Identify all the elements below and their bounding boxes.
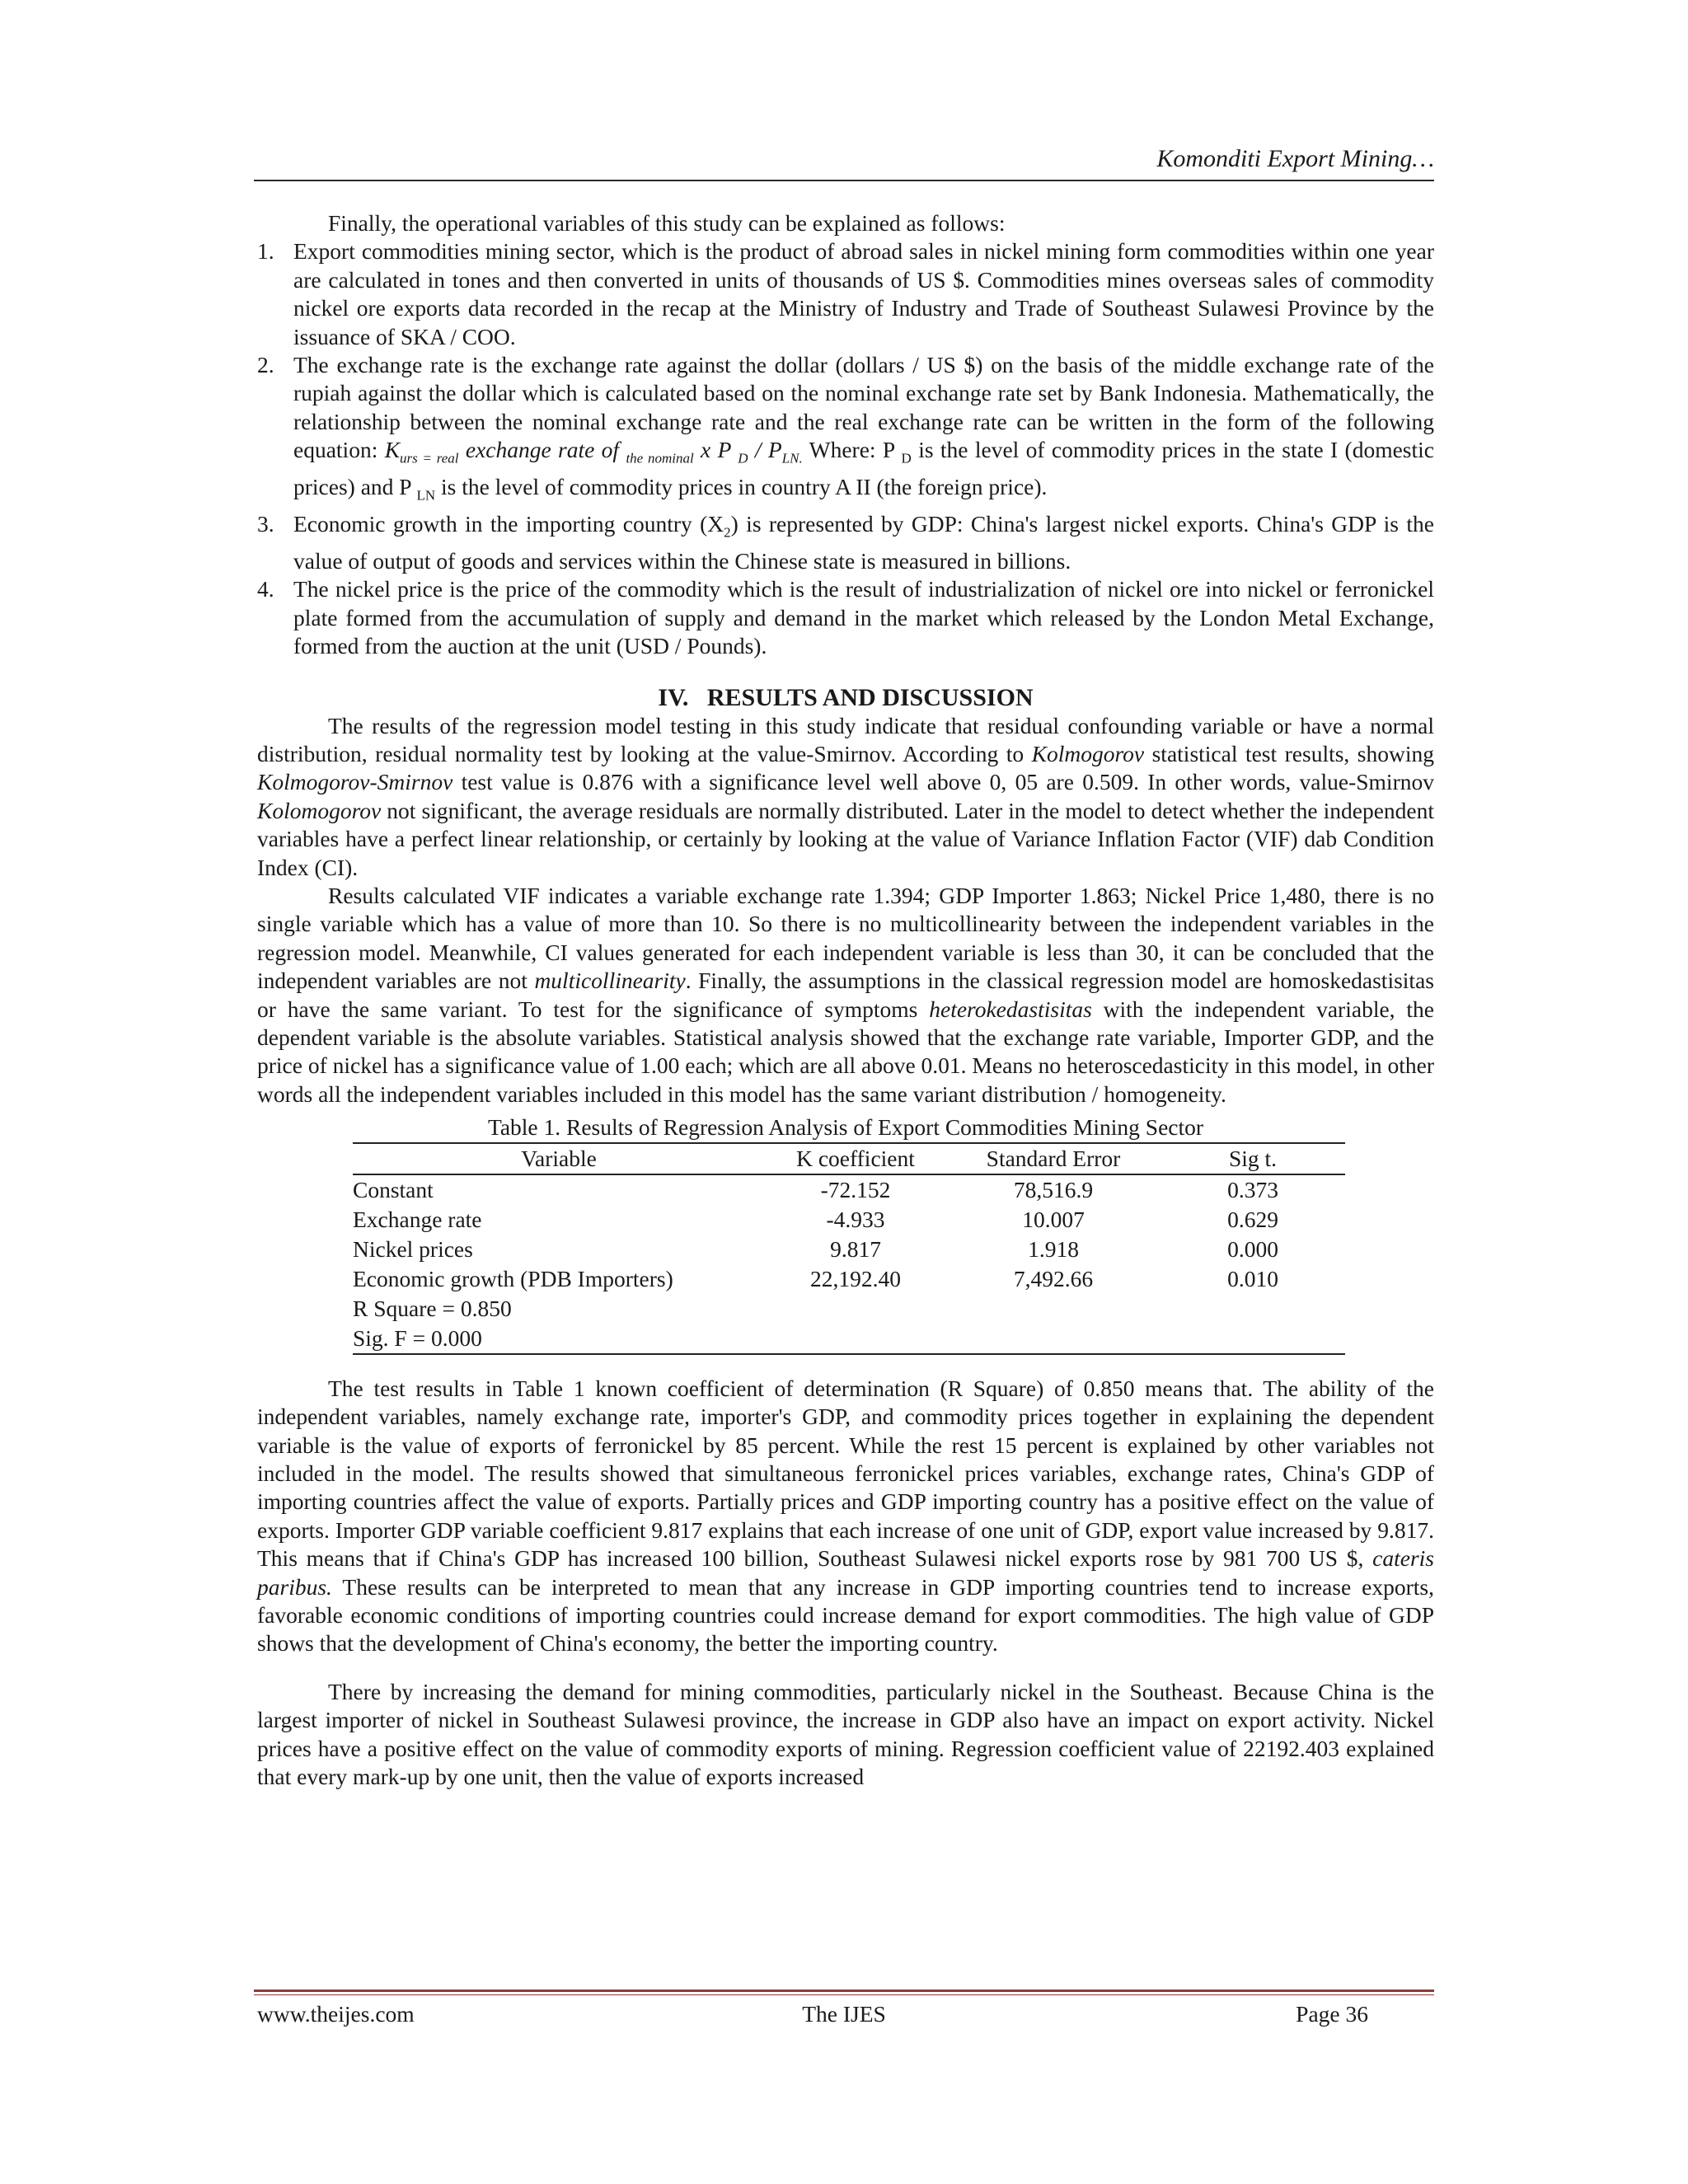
- footer-rule-thin: [254, 1994, 1434, 1995]
- footer-journal: The IJES: [802, 2001, 886, 2027]
- exchange-rate-equation: $K_{urs = real}$ exchange rate of $_{the nominal}$ x P $_D / P_{LN.}$: [384, 437, 803, 466]
- r-square: R Square = 0.850: [353, 1295, 512, 1321]
- results-paragraph-3: The test results in Table 1 known coefficient of determination (R Square) of 0.850 means that. The ability of the independent variables, namely exchange rate, importer's GDP, and commodity prices together in explaining the dependent variable is the value of exports of ferronickel by 85 percent. While the rest 15 percent is explained by other variables not included in the model. The results showed that simultaneous ferronickel prices variables, exchange rates, China's GDP of importing countries affect the value of exports. Partially prices and GDP importing country has a positive effect on the value of exports. Importer GDP variable coefficient 9.817 explains that each increase of one unit of GDP, export value increased by 9.817. This means that if China's GDP has increased 100 billion, Southeast Sulawesi nickel exports rose by 981 700 US $, cateris paribus. These results can be interpreted to mean that any increase in GDP importing countries tend to increase exports, favorable economic conditions of importing countries could increase demand for export commodities. The high value of GDP shows that the development of China's economy, the better the importing country.: [257, 1375, 1434, 1657]
- table-row: Exchange rate -4.933 10.007 0.629: [353, 1206, 1278, 1232]
- footer-page-number: Page 36: [1296, 2001, 1368, 2027]
- table-row: [353, 1324, 1345, 1354]
- page-footer: [254, 2001, 1434, 2031]
- article-body: [257, 209, 1434, 1791]
- list-item: 3. Economic growth in the importing country $(X_2)$ is represented by GDP: China's largest nickel exports. China's GDP is the value of output of goods and services within the Chinese state is measured in billions.: [257, 511, 1434, 574]
- table-row: Nickel prices 9.817 1.918 0.000: [353, 1235, 1278, 1262]
- column-header: Sig t.: [1160, 1143, 1345, 1174]
- results-paragraph-4: There by increasing the demand for mining commodities, particularly nickel in the Southeast. Because China is the largest importer of nickel in Southeast Sulawesi province, the increase in GDP also have an impact on export activity. Nickel prices have a positive effect on the value of commodity exports of mining. Regression coefficient value of 22192.403 explained that every mark-up by one unit, then the value of exports increased: [257, 1678, 1434, 1789]
- sig-f: Sig. F = 0.000: [353, 1324, 765, 1354]
- regression-table: [353, 1142, 1345, 1355]
- list-item: 4. The nickel price is the price of the commodity which is the result of industrialization of nickel ore into nickel or ferronickel plate formed from the accumulation of supply and demand in the market which released by the London Metal Exchange, formed from the auction at the unit (USD / Pounds).: [257, 576, 1434, 659]
- section-heading: IV. RESULTS AND DISCUSSION: [658, 683, 1034, 711]
- results-paragraph-2: Results calculated VIF indicates a variable exchange rate 1.394; GDP Importer 1.863; Nickel Price 1,480, there is no single variable which has a value of more than 10. So there is no multicollinearity between the independent variables in the regression model. Meanwhile, CI values generated for each independent variable is less than 30, it can be concluded that the independent variables are not multicollinearity. Finally, the assumptions in the classical regression model are homoskedastisitas or have the same variant. To test for the significance of symptoms heterokedastisitas with the independent variable, the dependent variable is the absolute variables. Statistical analysis showed that the exchange rate variable, Importer GDP, and the price of nickel has a significance value of 1.00 each; which are all above 0.01. Means no heteroscedasticity in this model, in other words all the independent variables included in this model has the same variant distribution / homogeneity.: [257, 883, 1434, 1107]
- table-row: Economic growth (PDB Importers) 22,192.40 7,492.66 0.010: [353, 1265, 1278, 1291]
- list-item: 2. The exchange rate is the exchange rate against the dollar (dollars / US $) on the basis of the middle exchange rate of the rupiah against the dollar which is calculated based on the nominal exchange rate set by Bank Indonesia. Mathematically, the relationship between the nominal exchange rate and the real exchange rate can be written in the form of the following equation: $K_{urs = real}$ exchange rate of $_{the nominal}$ x P $_D / P_{LN.}$ Where: P $_D$ is the level of commodity prices in the state I (domestic prices) and P $_{LN}$ is the level of commodity prices in country A II (the foreign price).: [257, 352, 1434, 504]
- results-paragraph-1: The results of the regression model testing in this study indicate that residual confounding variable or have a normal distribution, residual normality test by looking at the value-Smirnov. According to Kolmogorov statistical test results, showing Kolmogorov-Smirnov test value is 0.876 with a significance level well above 0, 05 are 0.509. In other words, value-Smirnov Kolomogorov not significant, the average residuals are normally distributed. Later in the model to detect whether the independent variables have a perfect linear relationship, or certainly by looking at the value of Variance Inflation Factor (VIF) dab Condition Index (CI).: [257, 712, 1434, 880]
- list-item: 1. Export commodities mining sector, which is the product of abroad sales in nickel mining form commodities within one year are calculated in tones and then converted in units of thousands of US $. Commodities mines overseas sales of commodity nickel ore exports data recorded in the recap at the Ministry of Industry and Trade of Southeast Sulawesi Province by the issuance of SKA / COO.: [257, 238, 1434, 349]
- footer-website: www.theijes.com: [257, 2001, 415, 2027]
- running-header: Komonditi Export Mining…: [1156, 145, 1434, 172]
- column-header: Variable: [353, 1143, 765, 1174]
- column-header: K coefficient: [765, 1143, 946, 1174]
- intro-paragraph: Finally, the operational variables of this study can be explained as follows:: [328, 210, 1006, 236]
- table-row: [353, 1294, 1345, 1324]
- table-caption: Table 1. Results of Regression Analysis of Export Commodities Mining Sector: [487, 1114, 1204, 1141]
- footer-rule: [254, 1990, 1434, 1992]
- header-rule: [254, 180, 1434, 181]
- table-header-row: [353, 1143, 1345, 1174]
- operational-variables-list: [257, 237, 1434, 660]
- column-header: Standard Error: [946, 1143, 1160, 1174]
- table-row: Constant -72.152 78,516.9 0.373: [353, 1176, 1278, 1202]
